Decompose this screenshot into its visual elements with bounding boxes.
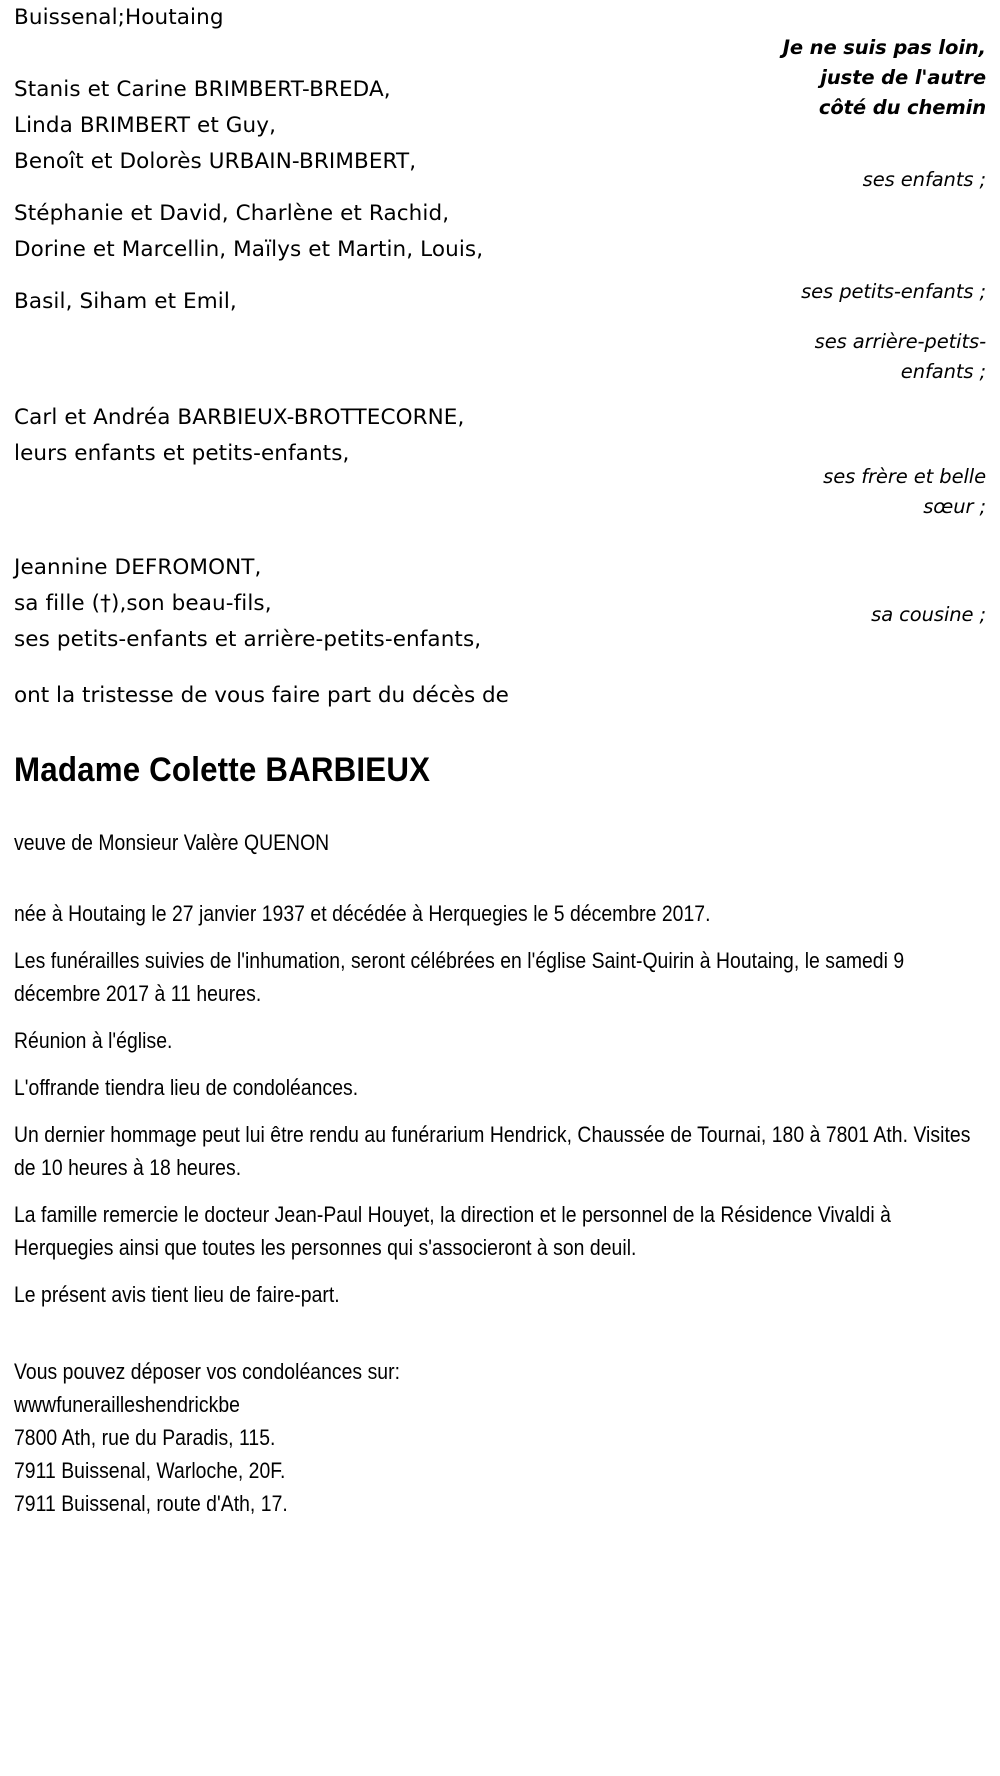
relation-label-line: ses arrière-petits-: [814, 330, 986, 353]
family-name-line: ses petits-enfants et arrière-petits-enfants,: [14, 627, 482, 652]
deceased-name: Madame Colette BARBIEUX: [14, 751, 431, 789]
family-name-line: Stéphanie et David, Charlène et Rachid,: [14, 201, 450, 226]
address-line: 7911 Buissenal, Warloche, 20F.: [14, 1458, 286, 1483]
relation-label-great-grandchildren: [656, 327, 986, 387]
relation-label-grandchildren: ses petits-enfants ;: [801, 280, 986, 303]
birth-death-line: née à Houtaing le 27 janvier 1937 et décédée à Herquegies le 5 décembre 2017.: [14, 901, 711, 926]
notice-note: Le présent avis tient lieu de faire-part.: [14, 1282, 340, 1307]
thanks-paragraph: La famille remercie le docteur Jean-Paul Houyet, la direction et le personnel de la Résidence Vivaldi à Herquegies ainsi que toutes les personnes qui s'associeront à son deuil.: [14, 1202, 891, 1260]
address-line: 7911 Buissenal, route d'Ath, 17.: [14, 1491, 288, 1516]
family-name-line: Benoît et Dolorès URBAIN-BRIMBERT,: [14, 149, 417, 174]
poem-line: juste de l'autre: [820, 66, 986, 89]
notice-body: [14, 826, 981, 1520]
family-name-line: Dorine et Marcellin, Maïlys et Martin, Louis,: [14, 237, 484, 262]
family-group: [14, 72, 634, 180]
spouse-line: veuve de Monsieur Valère QUENON: [14, 830, 330, 855]
family-name-line: Stanis et Carine BRIMBERT-BREDA,: [14, 77, 391, 102]
offering-line: L'offrande tiendra lieu de condoléances.: [14, 1075, 359, 1100]
locations-header: Buissenal;Houtaing: [14, 5, 224, 30]
relations-column: [656, 0, 986, 630]
relation-label-brother-sister-in-law: [656, 462, 986, 522]
condolences-footer: [14, 1355, 981, 1520]
family-name-line: Jeannine DEFROMONT,: [14, 555, 262, 580]
poem-block: [656, 33, 986, 123]
poem-line: côté du chemin: [818, 96, 986, 119]
address-line: 7800 Ath, rue du Paradis, 115.: [14, 1425, 276, 1450]
relation-label-line: ses frère et belle: [823, 465, 986, 488]
announcement-intro: ont la tristesse de vous faire part du décès de: [14, 683, 509, 708]
family-group: [14, 284, 634, 320]
family-name-line: Linda BRIMBERT et Guy,: [14, 113, 277, 138]
poem-line: Je ne suis pas loin,: [782, 36, 986, 59]
family-group: [14, 550, 634, 658]
family-group: [14, 196, 634, 268]
family-names-column: [14, 0, 634, 658]
visitation-details: Un dernier hommage peut lui être rendu au funérarium Hendrick, Chaussée de Tournai, 180 à 7801 Ath. Visites de 10 heures à 18 heures.: [14, 1122, 971, 1180]
condolences-website[interactable]: wwwfunerailleshendrickbe: [14, 1392, 240, 1417]
family-name-line: Carl et Andréa BARBIEUX-BROTTECORNE,: [14, 405, 465, 430]
relation-label-cousin: sa cousine ;: [871, 603, 986, 626]
family-announcement-block: [14, 0, 986, 652]
family-name-line: sa fille (†),son beau-fils,: [14, 591, 272, 616]
family-name-line: leurs enfants et petits-enfants,: [14, 441, 350, 466]
gathering-line: Réunion à l'église.: [14, 1028, 173, 1053]
family-group: [14, 400, 634, 472]
condolences-intro: Vous pouvez déposer vos condoléances sur:: [14, 1359, 401, 1384]
relation-label-line: sœur ;: [923, 495, 986, 518]
funeral-details: Les funérailles suivies de l'inhumation, seront célébrées en l'église Saint-Quirin à Houtaing, le samedi 9 décembre 2017 à 11 heures.: [14, 948, 905, 1006]
relation-label-line: enfants ;: [900, 360, 986, 383]
relation-label-children: ses enfants ;: [862, 168, 986, 191]
family-name-line: Basil, Siham et Emil,: [14, 289, 237, 314]
